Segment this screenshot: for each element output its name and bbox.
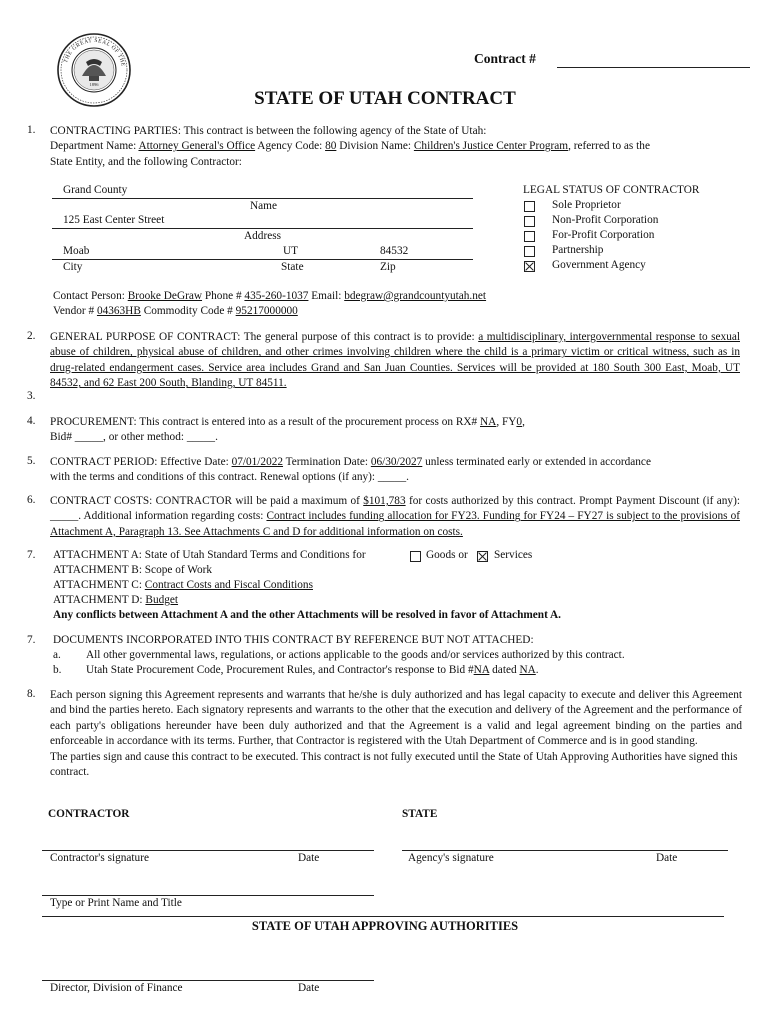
contractor-signature-label: Contractor's signature [50,852,149,864]
director-date-label: Date [298,982,320,994]
termination-date: 06/30/2027 [370,456,423,468]
department-name: Attorney General's Office [138,140,256,153]
checkbox-non-profit[interactable] [524,216,535,227]
contract-number-field[interactable] [557,67,750,68]
checkbox-services[interactable] [477,551,488,562]
legal-status-label: Non-Profit Corporation [552,214,659,226]
contractor-signature-line[interactable] [42,850,374,851]
agency-signature-line[interactable] [402,850,728,851]
general-purpose: a multidisciplinary, intergovernmental response to sexual abuse of children, physical abuse of children, and other crimes involving children where the child is a primary victim or critical witness, such as in drug-related endangerment cases. Service area includes Grand and San Juan Counties. Services will be provided at 180 South 300 East, Moab, UT 84532, and 62 East 200 South, Blanding, UT 84511. [50,331,740,390]
attachment-b: ATTACHMENT B: Scope of Work [53,564,213,576]
services-label: Services [494,549,533,561]
maximum-cost: $101,783 [363,495,406,507]
address-label: Address [244,230,282,242]
section-6-number: 6. [27,494,36,506]
legal-status-label: Sole Proprietor [552,199,621,211]
zip-label: Zip [380,261,396,273]
agency-date-label: Date [656,852,678,864]
contract-number-label: Contract # [474,51,536,66]
documents-item-a: All other governmental laws, regulations, or actions applicable to the goods and/or services authorized by this contract. [86,649,625,661]
state-label: State [281,261,304,273]
state-heading: STATE [402,808,438,820]
documents-item-b: Utah State Procurement Code, Procurement Rules, and Contractor's response to Bid #NA dated NA. [86,664,539,676]
section-3-number: 3. [27,390,36,402]
contractor-state: UT [283,245,299,257]
costs-information: Contract includes funding allocation for FY23. Funding for FY24 – FY27 is subject to the provisions of Attachment A, Paragraph 13. See Attachments C and D for additional information on costs. [50,510,740,538]
name-label: Name [250,200,277,212]
documents-item-a-label: a. [53,649,61,661]
legal-status-title: LEGAL STATUS OF CONTRACTOR [523,184,700,196]
print-name-label: Type or Print Name and Title [50,897,182,909]
svg-text:1896: 1896 [89,82,99,87]
section-2-text: GENERAL PURPOSE OF CONTRACT: The general purpose of this contract is to provide: a multidisciplinary, intergovernmental response to sexual abuse of children, physical abuse of children, and other crimes involving children where the child is a primary victim or critical witness, such as in drug-related endangerment cases. Service area includes Grand and San Juan Counties. Services will be provided at 180 South 300 East, Moab, UT 84532, and 62 East 200 South, Blanding, UT 84511. [50,331,740,390]
section-4-number: 4. [27,415,36,427]
contractor-address: 125 East Center Street [63,214,165,226]
contact-email[interactable]: bdegraw@grandcountyutah.net [344,290,487,302]
checkbox-for-profit[interactable] [524,231,535,242]
agency-signature-label: Agency's signature [408,852,494,864]
director-signature-line[interactable] [42,980,374,981]
checkbox-government-agency[interactable] [524,261,535,272]
attachment-d: ATTACHMENT D: Budget [53,594,179,606]
commodity-code: 95217000000 [235,305,298,317]
section-5-number: 5. [27,455,36,467]
vendor-line: Vendor # 04363HB Commodity Code # 95217000000 [53,305,298,317]
section-6-text: CONTRACT COSTS: CONTRACTOR will be paid a maximum of $101,783 for costs authorized by this contract. Prompt Payment Discount (if any): _____. Additional information regarding costs: Contract includes funding allocation for FY23. Funding for FY24 – FY27 is subject to the provisions of Attachment A, Paragraph 13. See Attachments C and D for additional information on costs. [50,495,740,538]
attachment-conflicts-note: Any conflicts between Attachment A and the other Attachments will be resolved in favor of Attachment A. [53,609,562,621]
contact-phone: 435-260-1037 [244,290,309,302]
fiscal-year: 0 [516,416,523,428]
contractor-heading: CONTRACTOR [48,808,130,820]
checkbox-sole-proprietor[interactable] [524,201,535,212]
section-4-text: PROCUREMENT: This contract is entered into as a result of the procurement process on RX# NA, FY0, Bid# _____, or other method: _____. [50,416,525,444]
agency-code: 80 [325,140,337,153]
division-name: Children's Justice Center Program [413,140,569,153]
print-name-line[interactable] [42,895,374,896]
section-7-number: 7. [27,549,36,561]
documents-item-b-label: b. [53,664,62,676]
city-label: City [63,261,83,273]
legal-status-label: Government Agency [552,259,646,271]
section-1-text: CONTRACTING PARTIES: This contract is between the following agency of the State of Utah: Department Name: Attorney General's Office Agency Code: 80 Division Name: Children's Justice Center Program, referred to as the State Entity, and the following Contractor: [50,125,650,168]
attachment-a: ATTACHMENT A: State of Utah Standard Terms and Conditions for [53,549,366,561]
contractor-zip: 84532 [380,245,409,257]
effective-date: 07/01/2022 [231,456,284,468]
svg-text:THE GREAT SEAL OF THE STATE OF: THE GREAT SEAL OF THE [63,37,126,68]
section-2-number: 2. [27,330,36,342]
goods-label: Goods or [426,549,468,561]
section-1-number: 1. [27,124,36,136]
attachment-c: ATTACHMENT C: Contract Costs and Fiscal Conditions [53,579,313,591]
contractor-city: Moab [63,245,90,257]
rx-number: NA [480,416,497,428]
legal-status-label: Partnership [552,244,604,256]
contractor-date-label: Date [298,852,320,864]
vendor-number: 04363HB [96,305,141,317]
checkbox-goods[interactable] [410,551,421,562]
section-8-text: Each person signing this Agreement represents and warrants that he/she is duly authorized and has legal capacity to execute and deliver this Agreement and bind the parties hereto. Each signatory represents and warrants to the other that the execution and delivery of the Agreement and the performance of each party's obligations hereunder have been duly authorized and that the Agreement is a valid and legal agreement binding on the parties and enforceable in accordance with its terms. Further, that Contractor is registered with the Utah Department of Commerce and is in good standing. The parties sign and cause this contract to be executed. This contract is not fully executed until the State of Utah Approving Authorities have signed this contract. [50,689,742,779]
section-8-number: 8. [27,688,36,700]
approving-authorities-title: STATE OF UTAH APPROVING AUTHORITIES [251,919,519,933]
section-5-text: CONTRACT PERIOD: Effective Date: 07/01/2022 Termination Date: 06/30/2027 unless terminated early or extended in accordance with the terms and conditions of this contract. Renewal options (if any): _____. [50,456,651,484]
section-7b-number: 7. [27,634,36,646]
contact-person: Brooke DeGraw [127,290,203,302]
documents-title: DOCUMENTS INCORPORATED INTO THIS CONTRACT BY REFERENCE BUT NOT ATTACHED: [53,634,534,646]
contractor-name: Grand County [63,184,128,196]
contact-line: Contact Person: Brooke DeGraw Phone # 435-260-1037 Email: bdegraw@grandcountyutah.net [53,290,487,302]
director-label: Director, Division of Finance [50,982,183,994]
page-title: STATE OF UTAH CONTRACT [254,88,516,109]
checkbox-partnership[interactable] [524,246,535,257]
legal-status-label: For-Profit Corporation [552,229,655,241]
